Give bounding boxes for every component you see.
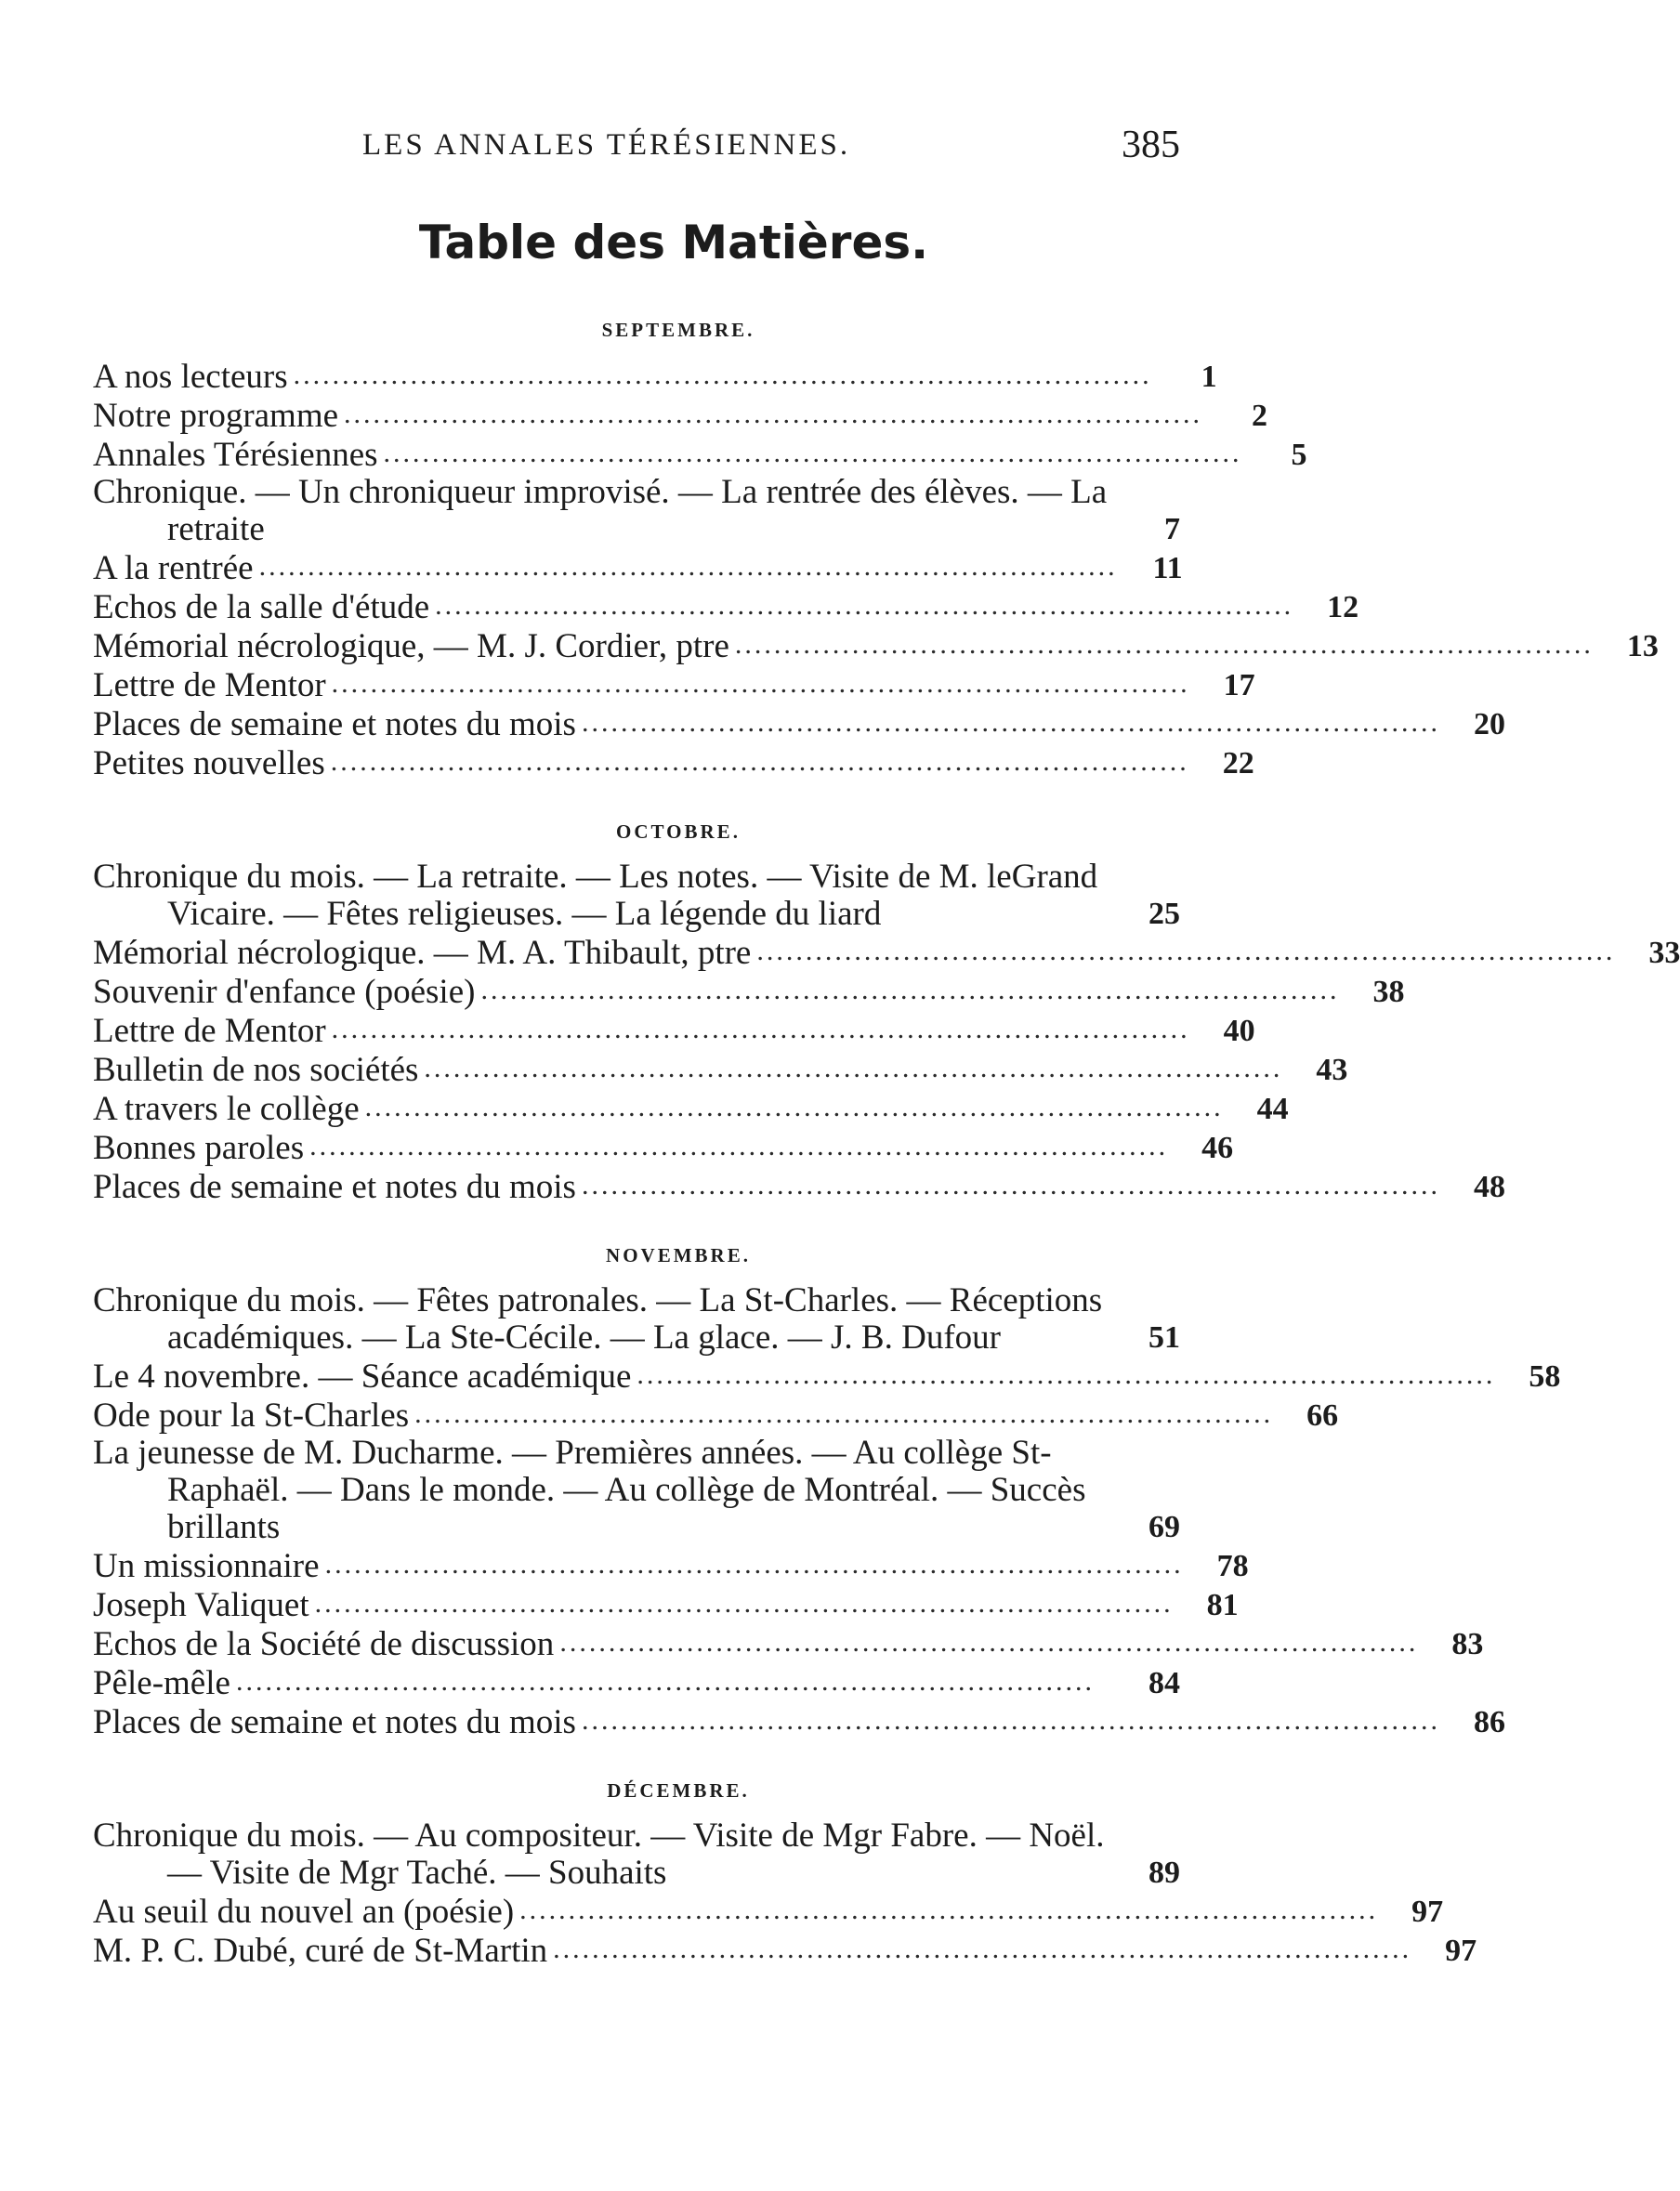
- toc-entry: [93, 665, 1255, 704]
- entry-page: 7: [1164, 512, 1180, 546]
- entry-title: Petites nouvelles: [93, 744, 325, 782]
- toc-entry: [93, 1050, 1348, 1089]
- section-heading: SEPTEMBRE.: [601, 319, 755, 341]
- dot-leader: ........................................................................................: [309, 1131, 1169, 1161]
- dot-leader: ........................................................................................: [553, 1934, 1412, 1964]
- dot-leader: ........................................................................................: [581, 1170, 1440, 1200]
- entry-title: A travers le collège: [93, 1090, 360, 1128]
- entry-page: 13: [1626, 629, 1659, 663]
- entry-title: Souvenir d'enfance (poésie): [93, 973, 476, 1011]
- toc-entry: [93, 1128, 1234, 1167]
- entry-page: 69: [1148, 1510, 1180, 1544]
- toc-entry: [93, 548, 1183, 587]
- toc-entry: [93, 972, 1405, 1011]
- entry-title: Lettre de Mentor: [93, 1012, 326, 1050]
- toc-entry: [93, 704, 1505, 743]
- page-number: 385: [1122, 124, 1180, 166]
- entry-page: 38: [1372, 975, 1405, 1009]
- entry-title: Ode pour la St-Charles: [93, 1397, 410, 1435]
- entry-title: Chronique. — Un chroniqueur improvisé. — La rentrée des élèves. — La retraite: [93, 473, 1108, 548]
- toc-entry: [93, 1931, 1477, 1970]
- dot-leader: ........................................................................................: [258, 551, 1118, 582]
- entry-page: 22: [1222, 746, 1254, 781]
- dot-leader: ........................................................................................: [364, 1092, 1224, 1122]
- dot-leader: ........................................................................................: [637, 1359, 1496, 1390]
- entry-title: Chronique du mois. — Au compositeur. — Visite de Mgr Fabre. — Noël. — Visite de Mgr Taché. — Souhaits: [93, 1817, 1105, 1892]
- toc-entry: [93, 357, 1217, 396]
- dot-leader: ........................................................................................: [581, 1705, 1440, 1736]
- entry-title: Bulletin de nos sociétés: [93, 1051, 419, 1089]
- toc-entry: [93, 1396, 1339, 1435]
- entry-title: Le 4 novembre. — Séance académique: [93, 1358, 632, 1396]
- entry-title: Pêle-mêle: [93, 1664, 230, 1702]
- dot-leader: ........................................................................................: [480, 975, 1340, 1005]
- toc-entry: [93, 396, 1268, 435]
- section-heading: OCTOBRE.: [616, 820, 741, 843]
- section-octobre: [93, 818, 1680, 1206]
- entry-page: 97: [1445, 1934, 1477, 1968]
- entry-title: M. P. C. Dubé, curé de St-Martin: [93, 1932, 548, 1970]
- dot-leader: ........................................................................................: [314, 1588, 1174, 1619]
- entry-title: Places de semaine et notes du mois: [93, 1703, 576, 1741]
- toc-entry: [93, 1702, 1505, 1741]
- entry-title: Annales Térésiennes: [93, 436, 378, 474]
- entry-page: 20: [1473, 707, 1505, 741]
- section-septembre: [93, 316, 1659, 782]
- dot-leader: ........................................................................................: [756, 936, 1616, 966]
- toc-entry: [93, 435, 1307, 474]
- entry-title: La jeunesse de M. Ducharme. — Premières années. — Au collège St-Raphaël. — Dans le monde. — Au collège de Montréal. — Succès brillants: [93, 1434, 1086, 1546]
- entry-title: A nos lecteurs: [93, 358, 288, 396]
- table-of-contents: [93, 316, 1680, 2005]
- toc-entry-multiline: [93, 1282, 1180, 1357]
- entry-title: Mémorial nécrologique. — M. A. Thibault, ptre: [93, 934, 752, 972]
- dot-leader: ........................................................................................: [344, 399, 1203, 429]
- entry-page: 81: [1206, 1588, 1239, 1622]
- dot-leader: ........................................................................................: [414, 1398, 1274, 1429]
- entry-title: Un missionnaire: [93, 1547, 320, 1585]
- entry-title: Au seuil du nouvel an (poésie): [93, 1893, 515, 1931]
- entry-page: 40: [1223, 1014, 1255, 1048]
- toc-entry-multiline: [93, 1817, 1180, 1892]
- dot-leader: ........................................................................................: [331, 668, 1190, 699]
- dot-leader: ........................................................................................: [435, 590, 1294, 621]
- entry-page: 84: [1148, 1666, 1180, 1700]
- entry-page: 48: [1473, 1170, 1505, 1204]
- entry-title: Chronique du mois. — La retraite. — Les notes. — Visite de M. leGrand Vicaire. — Fêtes religieuses. — La légende du liard: [93, 858, 1098, 933]
- entry-title: Lettre de Mentor: [93, 666, 326, 704]
- dot-leader: ........................................................................................: [383, 438, 1242, 468]
- toc-entry-multiline: [93, 1435, 1180, 1546]
- entry-title: Echos de la salle d'étude: [93, 588, 430, 626]
- entry-title: A la rentrée: [93, 549, 254, 587]
- entry-page: 58: [1529, 1359, 1561, 1394]
- entry-title: Echos de la Société de discussion: [93, 1625, 555, 1663]
- entry-page: 25: [1148, 897, 1180, 931]
- section-heading: DÉCEMBRE.: [607, 1779, 750, 1802]
- entry-title: Bonnes paroles: [93, 1129, 305, 1167]
- entry-title: Chronique du mois. — Fêtes patronales. — La St-Charles. — Réceptions académiques. — La Ste-Cécile. — La glace. — J. B. Dufour: [93, 1281, 1103, 1357]
- toc-entry: [93, 626, 1659, 665]
- entry-title: Places de semaine et notes du mois: [93, 705, 576, 743]
- entry-page: 78: [1216, 1549, 1249, 1583]
- entry-title: Notre programme: [93, 397, 339, 435]
- entry-page: 83: [1451, 1627, 1484, 1661]
- entry-page: 2: [1252, 399, 1268, 433]
- dot-leader: ........................................................................................: [235, 1666, 1095, 1697]
- book-page: [93, 0, 1680, 2191]
- dot-leader: ........................................................................................: [293, 360, 1152, 390]
- dot-leader: ........................................................................................: [424, 1053, 1283, 1083]
- toc-entry: [93, 1089, 1289, 1128]
- entry-page: 44: [1256, 1092, 1289, 1126]
- entry-page: 12: [1327, 590, 1359, 624]
- entry-page: 17: [1223, 668, 1255, 702]
- toc-entry: [93, 587, 1359, 626]
- toc-entry: [93, 1167, 1505, 1206]
- toc-entry: [93, 933, 1680, 972]
- entry-page: 33: [1648, 936, 1680, 970]
- entry-page: 11: [1152, 551, 1183, 585]
- dot-leader: ........................................................................................: [331, 1014, 1190, 1044]
- entry-page: 1: [1201, 360, 1217, 394]
- toc-entry-multiline: [93, 859, 1180, 933]
- section-heading: NOVEMBRE.: [606, 1244, 751, 1266]
- toc-entry: [93, 1011, 1255, 1050]
- dot-leader: ........................................................................................: [324, 1549, 1184, 1580]
- entry-page: 86: [1473, 1705, 1505, 1739]
- entry-title: Places de semaine et notes du mois: [93, 1168, 576, 1206]
- toc-title: Table des Matières.: [418, 216, 929, 269]
- dot-leader: ........................................................................................: [581, 707, 1440, 738]
- section-novembre: [93, 1241, 1561, 1741]
- running-title: LES ANNALES TÉRÉSIENNES.: [362, 128, 851, 162]
- entry-page: 5: [1291, 438, 1307, 472]
- toc-entry: [93, 1585, 1239, 1624]
- entry-title: Joseph Valiquet: [93, 1586, 309, 1624]
- entry-page: 51: [1148, 1320, 1180, 1355]
- entry-page: 97: [1411, 1895, 1444, 1929]
- entry-title: Mémorial nécrologique, — M. J. Cordier, ptre: [93, 627, 729, 665]
- entry-page: 46: [1201, 1131, 1234, 1165]
- toc-entry-multiline: [93, 474, 1180, 548]
- entry-page: 89: [1148, 1856, 1180, 1890]
- dot-leader: ........................................................................................: [330, 746, 1189, 777]
- toc-entry: [93, 1546, 1249, 1585]
- section-decembre: [93, 1777, 1477, 1970]
- dot-leader: ........................................................................................: [559, 1627, 1419, 1658]
- toc-entry: [93, 1892, 1444, 1931]
- toc-entry: [93, 1624, 1484, 1663]
- toc-entry: [93, 1357, 1561, 1396]
- toc-entry: [93, 1663, 1180, 1702]
- entry-page: 43: [1316, 1053, 1348, 1087]
- toc-entry: [93, 743, 1254, 782]
- dot-leader: ........................................................................................: [519, 1895, 1379, 1925]
- entry-page: 66: [1306, 1398, 1339, 1433]
- dot-leader: ........................................................................................: [734, 629, 1594, 660]
- running-head: [93, 124, 1180, 184]
